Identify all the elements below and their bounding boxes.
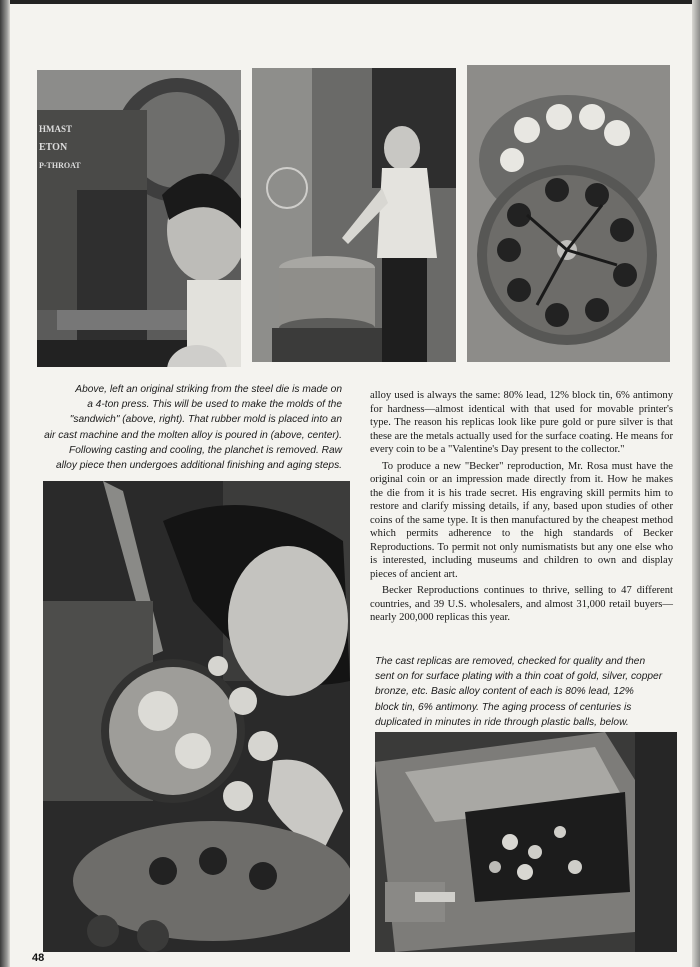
caption-bottom-line: duplicated in minutes in ride through plastic balls, below. xyxy=(375,716,629,728)
tumbling-barrel-photo xyxy=(375,732,677,952)
page-right-edge xyxy=(692,0,700,967)
magnifier-inspection-photo-svg xyxy=(43,481,350,952)
caption-top-line: air cast machine and the molten alloy is poured in (above, center). xyxy=(44,429,342,441)
alloy-pouring-photo xyxy=(252,68,456,362)
article-paragraph: To produce a new "Becker" reproduction, Mr. Rosa must have the original coin or an impression made directly from it. How he makes the die from it is his trade secret. His engraving skill permits him to restore and clarify missing details, if any, based upon studies of other coins of the same type. It is then manufactured by the cheapest method which permits adherence to the high standards of Becker Reproductions. To permit not only numismatists but any one else who is interested, including museums and children to own and display pieces of ancient art. xyxy=(370,460,673,580)
press-operator-photo xyxy=(37,70,241,367)
caption-top-line: alloy piece then undergoes additional finishing and aging steps. xyxy=(55,460,342,472)
alloy-pouring-photo-svg xyxy=(252,68,456,362)
page-top-edge xyxy=(0,0,700,4)
caption-top-line: "sandwich" (above, right). That rubber mold is placed into an xyxy=(69,414,342,426)
rubber-mold-photo-svg xyxy=(467,65,670,362)
page-left-binding-shadow xyxy=(0,0,10,967)
caption-bottom-line: bronze, etc. Basic alloy content of each is 80% lead, 12% xyxy=(375,686,634,698)
press-operator-photo-svg xyxy=(37,70,241,367)
press-logo-line-1: HMAST xyxy=(39,124,73,134)
caption-bottom xyxy=(375,654,675,730)
rubber-mold-photo xyxy=(467,65,670,362)
tumbling-barrel-photo-svg xyxy=(375,732,677,952)
caption-top-line: a 4-ton press. This will be used to make the molds of the xyxy=(87,399,342,411)
caption-top-line: Following casting and cooling, the planchet is removed. Raw xyxy=(69,444,342,456)
caption-bottom-line: sent on for surface plating with a thin coat of gold, silver, copper xyxy=(375,671,663,683)
caption-bottom-line: The cast replicas are removed, checked for quality and then xyxy=(375,656,646,667)
magnifier-inspection-photo xyxy=(43,481,350,952)
article-paragraph: alloy used is always the same: 80% lead, 12% block tin, 6% antimony for hardness—almost identical with that used for movable printer's type. The reason his replicas look like pure gold or pure silver is that these are the metals actually used for the surface coating. He means for every coin to be a "Valentine's Day present to the collector." xyxy=(370,390,673,455)
page-number: 48 xyxy=(32,952,45,964)
press-logo-line-2: ETON xyxy=(39,142,68,153)
caption-bottom-line: block tin, 6% antimony. The aging process of centuries is xyxy=(375,701,632,713)
article-body xyxy=(370,389,673,628)
article-paragraph: Becker Reproductions continues to thrive, selling to 47 different countries, and 39 U.S. wholesalers, and almost 31,000 retail buyers—nearly 200,000 replicas this year. xyxy=(370,585,673,623)
caption-top xyxy=(28,382,342,473)
press-logo-line-3: P-THROAT xyxy=(39,161,81,170)
caption-top-line: Above, left an original striking from the steel die is made on xyxy=(75,384,342,395)
